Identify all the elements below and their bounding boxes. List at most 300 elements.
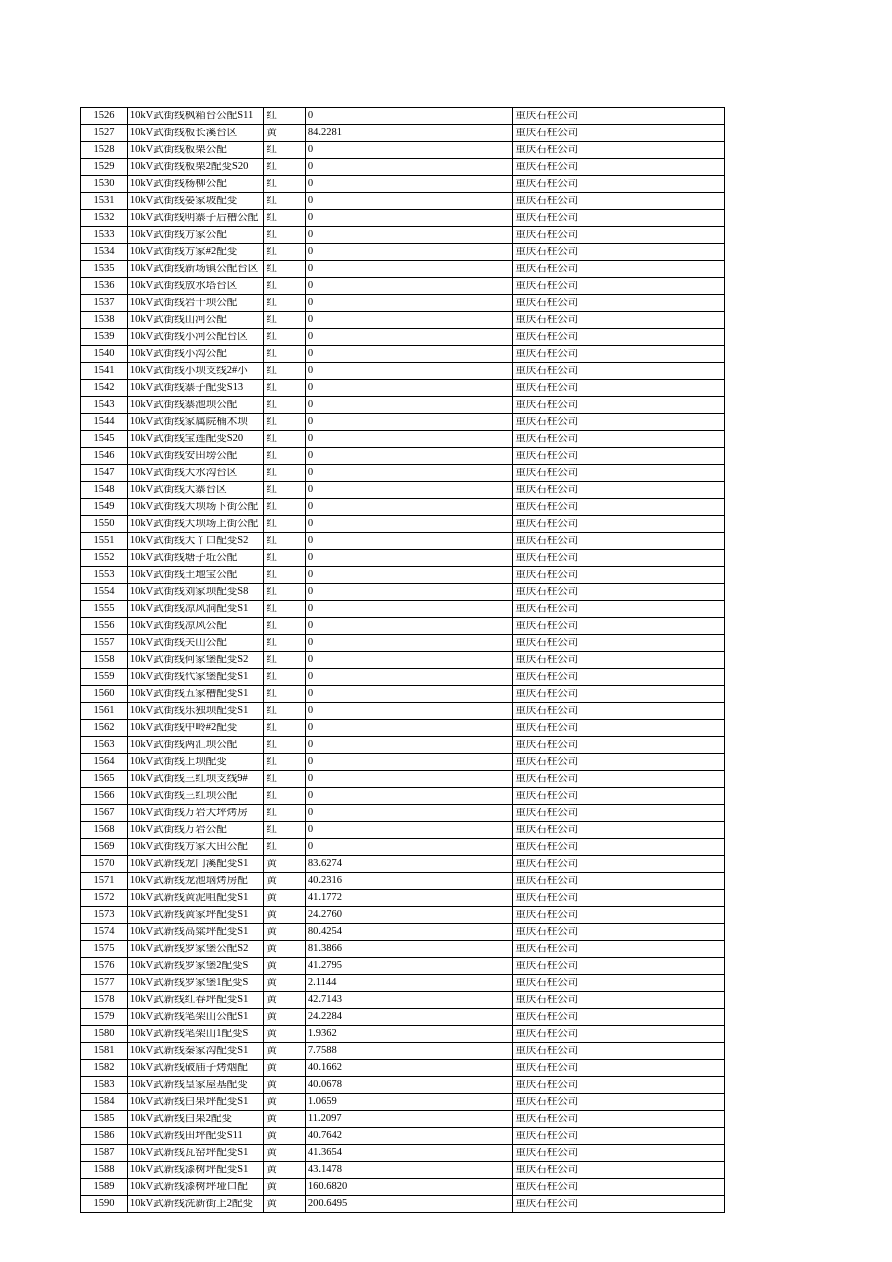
cell-value-text: 0 [307,654,314,665]
table-row[interactable] [81,346,725,363]
cell-value [305,720,512,737]
cell-device-name [127,1196,263,1213]
cell-device-name-text: 10kV武街线板栗2配变S20 [129,161,249,172]
cell-id-text: 1526 [93,110,115,121]
cell-status [264,1111,305,1128]
cell-value [305,618,512,635]
cell-value [305,941,512,958]
cell-org-text: 重庆石柱公司 [515,297,579,308]
cell-id-text: 1577 [93,977,115,988]
cell-status [264,227,305,244]
cell-value [305,431,512,448]
cell-device-name-text: 10kV武街线刘家坝配变S8 [129,586,249,597]
cell-id [81,295,128,312]
table-row[interactable] [81,261,725,278]
table-row[interactable] [81,754,725,771]
cell-value [305,1060,512,1077]
cell-id-text: 1573 [93,909,115,920]
cell-org-text: 重庆石柱公司 [515,960,579,971]
cell-device-name [127,448,263,465]
cell-status-text: 红 [266,110,277,121]
cell-id-text: 1545 [93,433,115,444]
cell-device-name-text: 10kV武新线龙门溪配变S1 [129,858,249,869]
cell-device-name-text: 10kV武街线万岩大坪烤房 [129,807,248,818]
table-row[interactable] [81,108,725,125]
table-row[interactable] [81,669,725,686]
cell-org [513,754,725,771]
cell-org-text: 重庆石柱公司 [515,518,579,529]
cell-id [81,754,128,771]
table-row[interactable] [81,618,725,635]
cell-device-name-text: 10kV武街线岩干坝公配 [129,297,238,308]
cell-org-text: 重庆石柱公司 [515,620,579,631]
cell-id [81,771,128,788]
cell-value [305,686,512,703]
cell-value [305,1094,512,1111]
table-row[interactable] [81,227,725,244]
cell-value [305,839,512,856]
cell-device-name-text: 10kV武街线两汇坝公配 [129,739,238,750]
cell-value [305,771,512,788]
table-row[interactable] [81,873,725,890]
table-row[interactable] [81,482,725,499]
table-row[interactable] [81,635,725,652]
cell-status-text: 红 [266,824,277,835]
cell-org [513,125,725,142]
cell-status [264,958,305,975]
cell-value [305,1179,512,1196]
table-row[interactable] [81,720,725,737]
cell-status [264,1179,305,1196]
table-row[interactable] [81,431,725,448]
cell-id-text: 1544 [93,416,115,427]
cell-value-text: 7.7588 [307,1045,337,1056]
cell-value [305,227,512,244]
cell-status [264,839,305,856]
cell-id [81,465,128,482]
cell-id [81,210,128,227]
cell-device-name-text: 10kV武新线龙池垴烤房配 [129,875,248,886]
cell-org [513,448,725,465]
table-row[interactable] [81,176,725,193]
table-row[interactable] [81,584,725,601]
cell-status-text: 红 [266,331,277,342]
cell-device-name-text: 10kV武新线笔架山1配变S [129,1028,249,1039]
cell-status [264,295,305,312]
cell-device-name [127,380,263,397]
cell-value-text: 0 [307,195,314,206]
table-row[interactable] [81,1128,725,1145]
cell-status [264,1009,305,1026]
cell-value-text: 0 [307,144,314,155]
table-row[interactable] [81,414,725,431]
table-row[interactable] [81,805,725,822]
cell-device-name [127,958,263,975]
cell-id-text: 1537 [93,297,115,308]
cell-status [264,975,305,992]
cell-device-name-text: 10kV武新线白果坪配变S1 [129,1096,249,1107]
cell-id [81,907,128,924]
table-row[interactable] [81,686,725,703]
cell-device-name [127,261,263,278]
cell-org-text: 重庆石柱公司 [515,756,579,767]
table-row[interactable] [81,397,725,414]
cell-id-text: 1552 [93,552,115,563]
cell-status-text: 红 [266,280,277,291]
cell-org-text: 重庆石柱公司 [515,977,579,988]
cell-status [264,465,305,482]
cell-status-text: 黄 [266,1028,277,1039]
cell-status-text: 红 [266,161,277,172]
cell-status [264,1077,305,1094]
cell-value-text: 2.1144 [307,977,337,988]
cell-device-name [127,584,263,601]
cell-org-text: 重庆石柱公司 [515,1079,579,1090]
table-row[interactable] [81,1111,725,1128]
cell-device-name [127,1179,263,1196]
cell-status [264,601,305,618]
cell-device-name [127,1145,263,1162]
cell-status-text: 红 [266,654,277,665]
cell-value [305,652,512,669]
cell-org-text: 重庆石柱公司 [515,467,579,478]
cell-status [264,907,305,924]
cell-id [81,125,128,142]
cell-value [305,975,512,992]
cell-device-name [127,176,263,193]
cell-id-text: 1546 [93,450,115,461]
cell-device-name-text: 10kV武街线何家堡配变S2 [129,654,249,665]
cell-status-text: 红 [266,807,277,818]
cell-status-text: 红 [266,569,277,580]
cell-org-text: 重庆石柱公司 [515,1130,579,1141]
cell-status-text: 红 [266,790,277,801]
cell-id [81,669,128,686]
cell-status [264,1196,305,1213]
cell-device-name-text: 10kV武新线黄家坪配变S1 [129,909,249,920]
table-row[interactable] [81,958,725,975]
cell-status [264,346,305,363]
table-row[interactable] [81,1094,725,1111]
cell-id-text: 1532 [93,212,115,223]
cell-value [305,703,512,720]
cell-value [305,363,512,380]
cell-id-text: 1528 [93,144,115,155]
cell-org-text: 重庆石柱公司 [515,875,579,886]
cell-status-text: 黄 [266,1198,277,1209]
cell-org [513,312,725,329]
cell-status [264,890,305,907]
table-row[interactable] [81,703,725,720]
table-row[interactable] [81,856,725,873]
table-row[interactable] [81,159,725,176]
cell-id [81,329,128,346]
table-row[interactable] [81,788,725,805]
cell-id [81,584,128,601]
cell-device-name [127,1094,263,1111]
cell-id-text: 1571 [93,875,115,886]
cell-device-name-text: 10kV武街线大丫口配变S2 [129,535,249,546]
table-row[interactable] [81,1145,725,1162]
cell-org-text: 重庆石柱公司 [515,1147,579,1158]
cell-org-text: 重庆石柱公司 [515,688,579,699]
table-row[interactable] [81,1196,725,1213]
cell-id-text: 1536 [93,280,115,291]
cell-status [264,363,305,380]
cell-value-text: 0 [307,705,314,716]
cell-device-name-text: 10kV武新线破庙子烤烟配 [129,1062,248,1073]
cell-value-text: 0 [307,620,314,631]
cell-id [81,975,128,992]
table-row[interactable] [81,278,725,295]
cell-value-text: 40.2316 [307,875,342,886]
cell-status [264,584,305,601]
cell-id-text: 1529 [93,161,115,172]
cell-status-text: 红 [266,552,277,563]
table-row[interactable] [81,567,725,584]
cell-org [513,720,725,737]
cell-org [513,975,725,992]
cell-org [513,210,725,227]
cell-value [305,1145,512,1162]
table-row[interactable] [81,380,725,397]
cell-device-name-text: 10kV武新线瓦窑坪配变S1 [129,1147,249,1158]
cell-value [305,414,512,431]
cell-id [81,142,128,159]
cell-org [513,159,725,176]
table-row[interactable] [81,907,725,924]
table-row[interactable] [81,312,725,329]
table-row[interactable] [81,941,725,958]
cell-org-text: 重庆石柱公司 [515,416,579,427]
cell-id [81,618,128,635]
cell-status-text: 黄 [266,127,277,138]
cell-id-text: 1590 [93,1198,115,1209]
cell-id-text: 1570 [93,858,115,869]
cell-value-text: 0 [307,688,314,699]
cell-value [305,125,512,142]
cell-device-name [127,1111,263,1128]
cell-value-text: 0 [307,790,314,801]
cell-device-name [127,890,263,907]
cell-id-text: 1563 [93,739,115,750]
cell-org [513,142,725,159]
cell-device-name-text: 10kV武街线方家#2配变 [129,246,238,257]
cell-org-text: 重庆石柱公司 [515,399,579,410]
cell-org-text: 重庆石柱公司 [515,722,579,733]
table-row[interactable] [81,193,725,210]
cell-id [81,397,128,414]
cell-org [513,261,725,278]
table-row[interactable] [81,1060,725,1077]
cell-device-name-text: 10kV武新线罗家堡2配变S [129,960,249,971]
cell-value-text: 83.6274 [307,858,342,869]
table-row[interactable] [81,1043,725,1060]
cell-value-text: 80.4254 [307,926,342,937]
cell-status-text: 黄 [266,1079,277,1090]
cell-org [513,176,725,193]
table-row[interactable] [81,737,725,754]
cell-value-text: 0 [307,841,314,852]
cell-org [513,1111,725,1128]
cell-device-name-text: 10kV武新线漆树坪垭口配 [129,1181,248,1192]
cell-org [513,958,725,975]
cell-status [264,771,305,788]
table-row[interactable] [81,1162,725,1179]
table-row[interactable] [81,516,725,533]
cell-device-name [127,516,263,533]
cell-status [264,244,305,261]
cell-status-text: 红 [266,399,277,410]
cell-status [264,1026,305,1043]
table-row[interactable] [81,125,725,142]
cell-org-text: 重庆石柱公司 [515,501,579,512]
table-row[interactable] [81,550,725,567]
cell-device-name [127,346,263,363]
cell-status-text: 红 [266,314,277,325]
cell-id [81,737,128,754]
table-row[interactable] [81,975,725,992]
cell-id-text: 1551 [93,535,115,546]
table-row[interactable] [81,924,725,941]
table-row[interactable] [81,244,725,261]
table-row[interactable] [81,890,725,907]
table-row[interactable] [81,992,725,1009]
cell-value [305,108,512,125]
cell-device-name [127,1009,263,1026]
table-row[interactable] [81,839,725,856]
cell-status-text: 黄 [266,892,277,903]
table-row[interactable] [81,210,725,227]
table-row[interactable] [81,448,725,465]
table-row[interactable] [81,1026,725,1043]
cell-id-text: 1589 [93,1181,115,1192]
cell-value-text: 42.7143 [307,994,342,1005]
cell-status-text: 红 [266,841,277,852]
cell-device-name-text: 10kV武街线放水塔台区 [129,280,238,291]
table-row[interactable] [81,499,725,516]
cell-device-name-text: 10kV武街线方家公配 [129,229,227,240]
cell-value [305,601,512,618]
cell-status-text: 黄 [266,977,277,988]
cell-org-text: 重庆石柱公司 [515,603,579,614]
cell-status-text: 红 [266,535,277,546]
cell-value-text: 0 [307,263,314,274]
cell-org-text: 重庆石柱公司 [515,450,579,461]
table-row[interactable] [81,652,725,669]
cell-value [305,1077,512,1094]
table-row[interactable] [81,822,725,839]
table-row[interactable] [81,1179,725,1196]
cell-device-name-text: 10kV武街线小坝支线2#小 [129,365,248,376]
cell-status [264,108,305,125]
cell-value [305,516,512,533]
cell-id-text: 1541 [93,365,115,376]
table-row[interactable] [81,1009,725,1026]
cell-id-text: 1579 [93,1011,115,1022]
cell-id [81,652,128,669]
cell-id [81,720,128,737]
cell-status [264,754,305,771]
cell-org-text: 重庆石柱公司 [515,433,579,444]
cell-value [305,992,512,1009]
cell-value [305,533,512,550]
cell-org-text: 重庆石柱公司 [515,739,579,750]
cell-org-text: 重庆石柱公司 [515,841,579,852]
table-row[interactable] [81,363,725,380]
cell-device-name-text: 10kV武新线田坪配变S11 [129,1130,243,1141]
table-row[interactable] [81,601,725,618]
cell-org [513,584,725,601]
cell-id [81,1179,128,1196]
cell-org [513,533,725,550]
cell-org-text: 重庆石柱公司 [515,161,579,172]
table-row[interactable] [81,465,725,482]
cell-status [264,703,305,720]
cell-org [513,805,725,822]
cell-id [81,448,128,465]
cell-device-name [127,108,263,125]
cell-id-text: 1558 [93,654,115,665]
cell-device-name [127,686,263,703]
cell-id [81,499,128,516]
cell-status [264,261,305,278]
cell-device-name-text: 10kV武新线洗新街上2配变 [129,1198,254,1209]
cell-id-text: 1586 [93,1130,115,1141]
cell-value-text: 24.2284 [307,1011,342,1022]
cell-device-name-text: 10kV武街线土地宝公配 [129,569,238,580]
cell-id [81,380,128,397]
cell-device-name [127,397,263,414]
cell-value [305,193,512,210]
cell-id-text: 1540 [93,348,115,359]
cell-device-name [127,856,263,873]
cell-org-text: 重庆石柱公司 [515,943,579,954]
table-row[interactable] [81,771,725,788]
cell-id [81,159,128,176]
cell-id [81,176,128,193]
cell-value-text: 0 [307,450,314,461]
cell-id-text: 1559 [93,671,115,682]
cell-org [513,244,725,261]
cell-org [513,992,725,1009]
cell-id [81,703,128,720]
cell-device-name [127,550,263,567]
cell-device-name-text: 10kV武街线万岩公配 [129,824,227,835]
cell-device-name [127,992,263,1009]
cell-id [81,822,128,839]
table-row[interactable] [81,295,725,312]
cell-status [264,1128,305,1145]
cell-device-name-text: 10kV武街线上坝配变 [129,756,227,767]
cell-id-text: 1562 [93,722,115,733]
cell-org [513,924,725,941]
cell-value-text: 1.9362 [307,1028,337,1039]
table-row[interactable] [81,1077,725,1094]
cell-org [513,873,725,890]
cell-status [264,788,305,805]
cell-value-text: 0 [307,348,314,359]
table-row[interactable] [81,533,725,550]
cell-device-name [127,312,263,329]
cell-org-text: 重庆石柱公司 [515,637,579,648]
cell-org [513,295,725,312]
cell-org [513,601,725,618]
table-row[interactable] [81,142,725,159]
cell-status-text: 红 [266,671,277,682]
cell-device-name-text: 10kV武街线寨子配变S13 [129,382,244,393]
table-row[interactable] [81,329,725,346]
